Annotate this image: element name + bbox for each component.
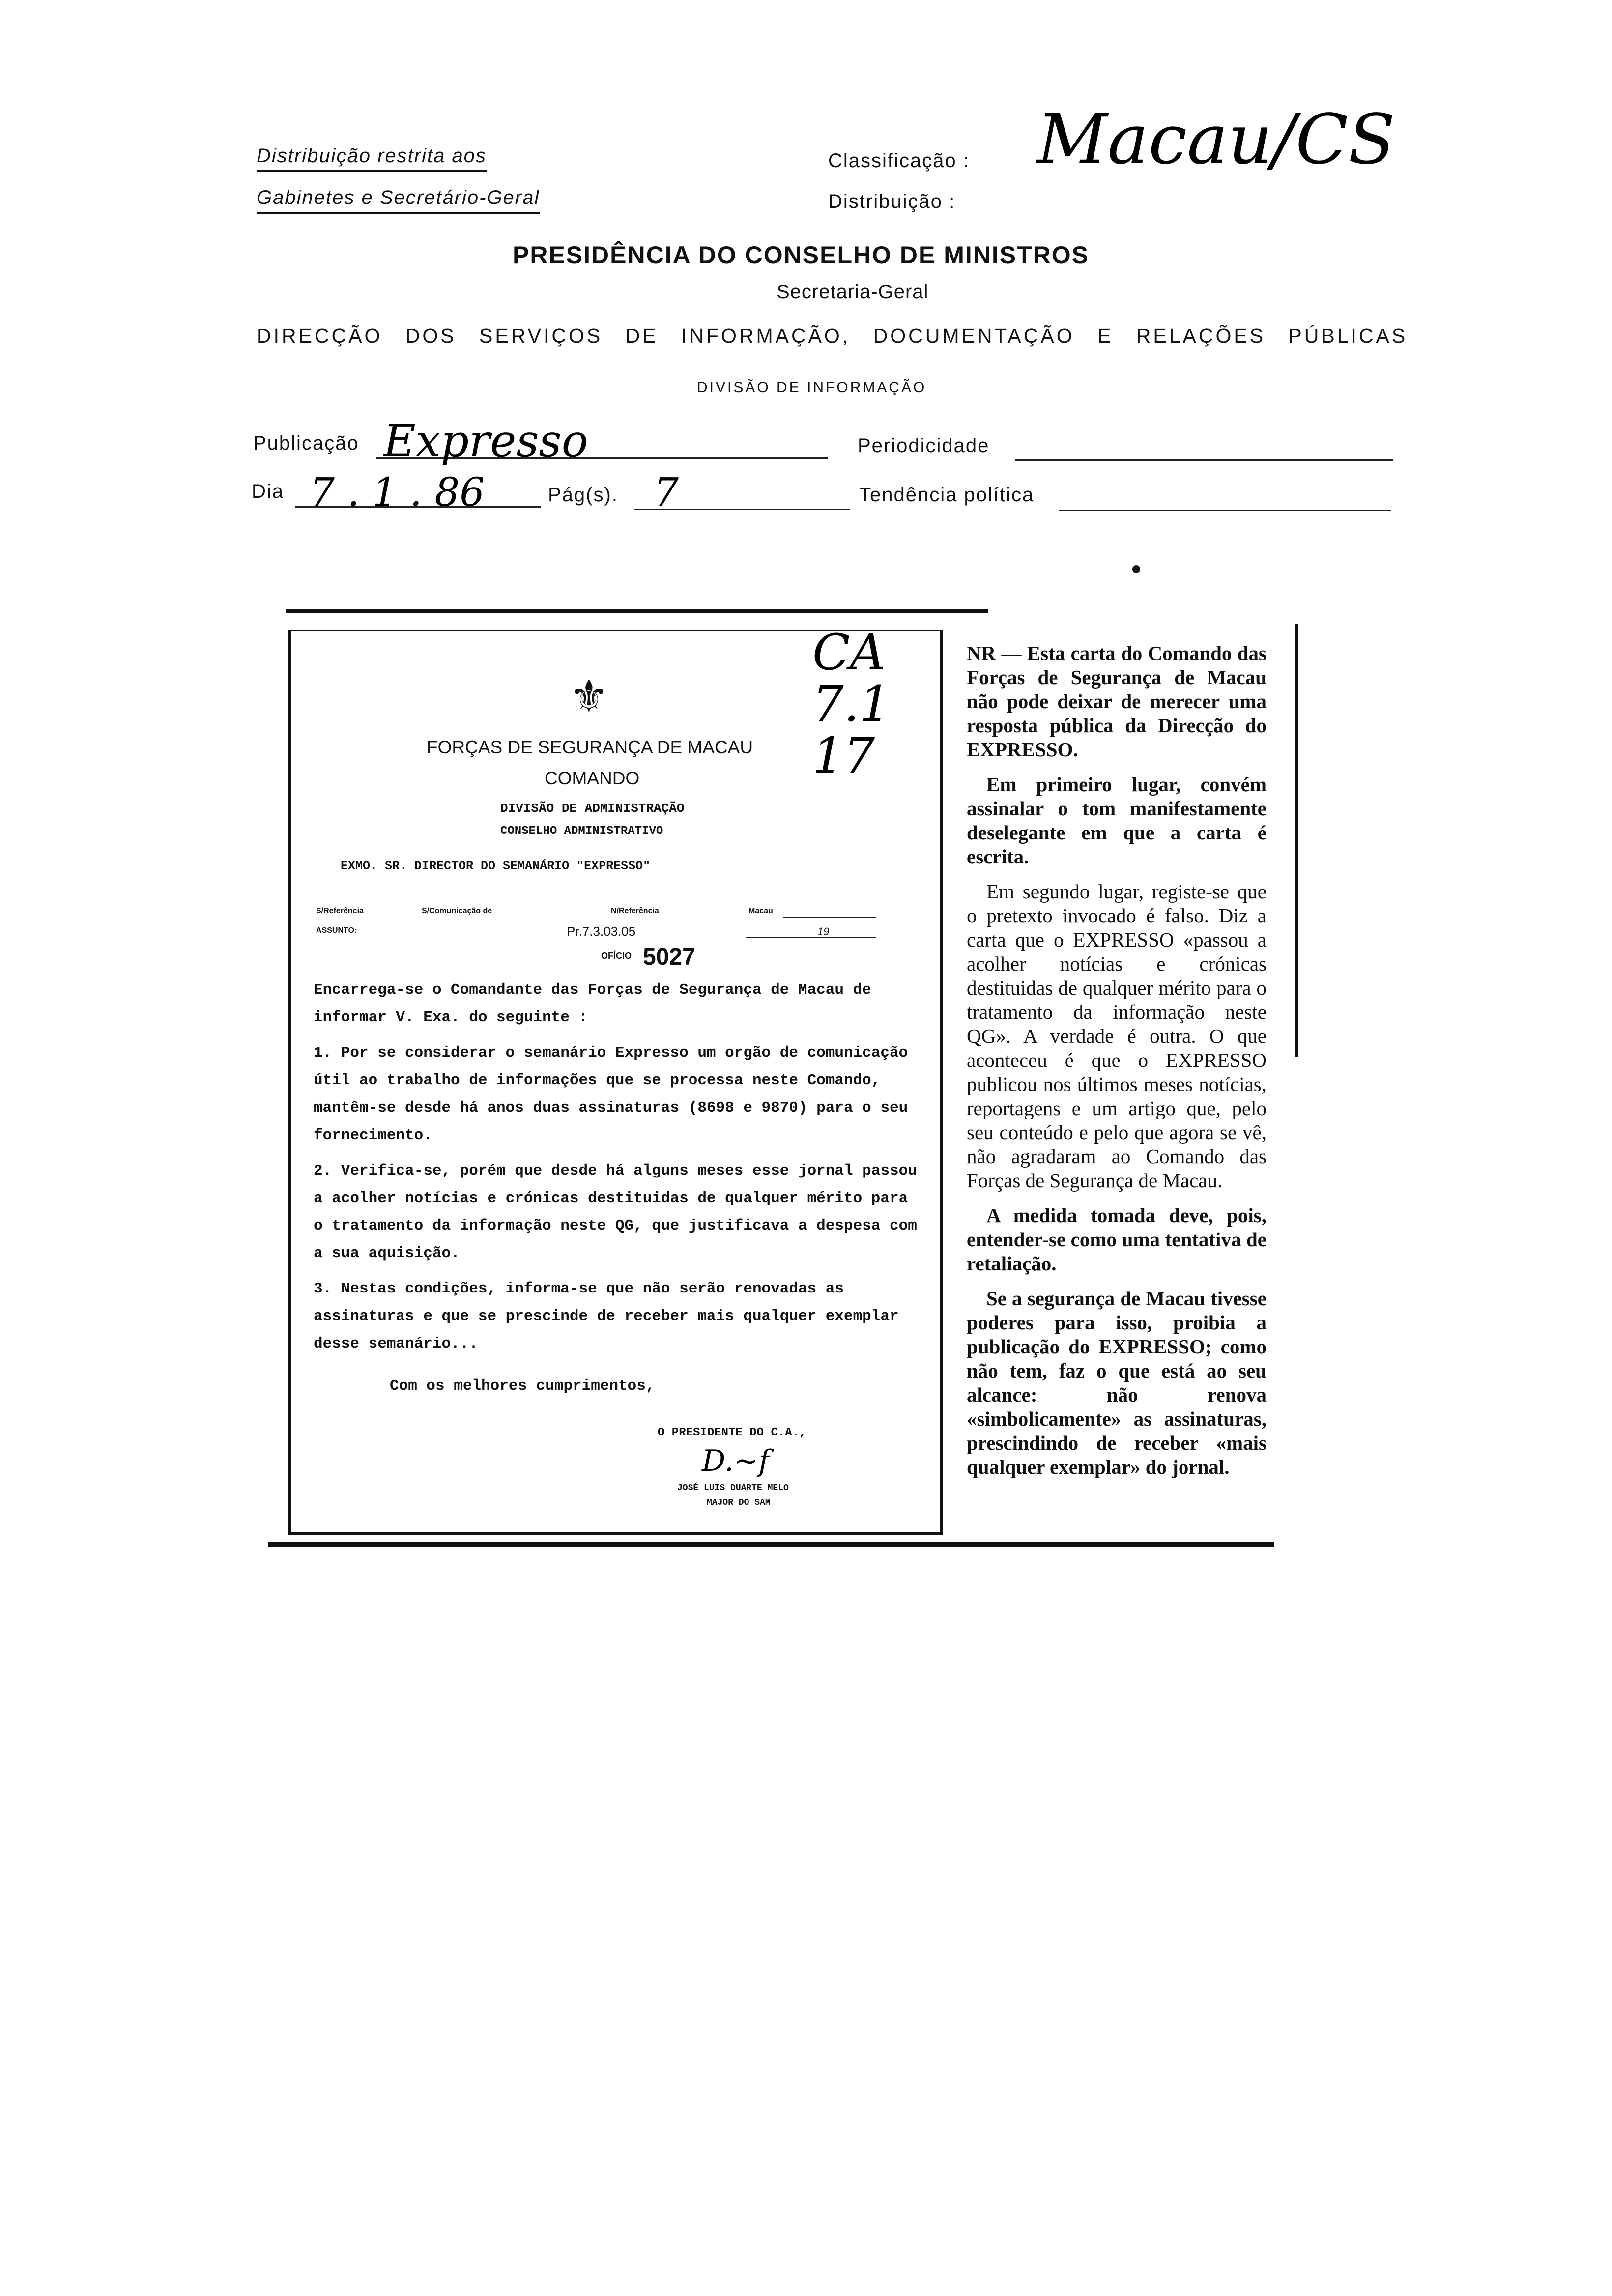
letter-paragraph: 1. Por se considerar o semanário Expresso um orgão de comunicação útil ao trabalho de informações que se processa neste Comando, mantêm-se desde há anos duas assinaturas (8698 e 9870) para o seu fornecimento.	[314, 1044, 908, 1144]
coat-of-arms-icon: ⚜	[569, 672, 609, 721]
directorate: DIRECÇÃO DOS SERVIÇOS DE INFORMAÇÃO, DOCUMENTAÇÃO E RELAÇÕES PÚBLICAS	[257, 324, 1408, 347]
note-paragraph: NR — Esta carta do Comando das Forças de Segurança de Macau não pode deixar de merecer uma resposta pública da Direcção do EXPRESSO.	[967, 642, 1267, 761]
publicacao-value: Expresso	[383, 415, 588, 467]
distribution-line-2: Gabinetes e Secretário-Geral	[257, 187, 540, 214]
clipping-bottom-rule	[268, 1542, 1274, 1547]
note-paragraph: A medida tomada deve, pois, entender-se como uma tentativa de retaliação.	[967, 1204, 1267, 1275]
publicacao-label: Publicação	[253, 432, 359, 454]
dia-value: 7 . 1 . 86	[310, 469, 485, 515]
classificacao-label: Classificação :	[828, 150, 970, 172]
signature-block	[658, 1425, 921, 1510]
letter-org: FORÇAS DE SEGURANÇA DE MACAU	[427, 737, 753, 757]
letter-closing: Com os melhores cumprimentos,	[390, 1378, 655, 1395]
ref-label: S/Comunicação de	[422, 907, 492, 915]
letter-paragraph: 3. Nestas condições, informa-se que não serão renovadas as assinaturas e que se prescinde de receber mais qualquer exemplar desse semanário...	[314, 1280, 899, 1352]
note-paragraph: Se a segurança de Macau tivesse poderes para isso, proibia a publicação do EXPRESSO; como não tem, faz o que está ao seu alcance: não renova «simbolicamente» as assinaturas, prescindindo de receber «mais qualquer exemplar» do jornal.	[967, 1287, 1267, 1478]
handwritten-note: CA 7.1 17	[812, 624, 891, 784]
page-title: PRESIDÊNCIA DO CONSELHO DE MINISTROS	[513, 241, 1090, 269]
letter-command: COMANDO	[545, 768, 640, 788]
number-prefix: OFÍCIO	[601, 951, 632, 961]
letter-number: 5027	[643, 944, 695, 970]
subtitle: Secretaria-Geral	[777, 281, 929, 303]
letter-paragraph: 2. Verifica-se, porém que desde há alguns meses esse jornal passou a acolher notícias e crónicas destituidas de qualquer mérito para o tratamento da informação neste QG, que justificava a despesa com a sua aquisição.	[314, 1162, 917, 1262]
distribution-line-1: Distribuição restrita aos	[257, 145, 487, 172]
periodicidade-label: Periodicidade	[858, 435, 990, 457]
editor-note	[967, 641, 1267, 1490]
ref-label: N/Referência	[611, 907, 659, 915]
pags-value: 7	[654, 469, 679, 515]
letter-image	[288, 624, 943, 1535]
signatory-rank: MAJOR DO SAM	[707, 1498, 771, 1508]
letter-reference: Pr.7.3.03.05	[567, 924, 636, 939]
division: DIVISÃO DE INFORMAÇÃO	[697, 379, 927, 396]
ref-label: Macau	[748, 907, 773, 915]
clipping-top-rule	[286, 609, 988, 613]
assunto-label: ASSUNTO:	[316, 926, 357, 935]
note-paragraph: Em primeiro lugar, convém assinalar o tom manifestamente deselegante em que a carta é escrita.	[967, 773, 1267, 868]
pags-label: Pág(s).	[548, 484, 618, 506]
letter-year: 19	[817, 925, 830, 938]
dot-mark	[1132, 565, 1140, 573]
note-paragraph: Em segundo lugar, registe-se que o pretexto invocado é falso. Diz a carta que o EXPRESSO «passou a acolher notícias e crónicas destituidas de qualquer mérito para o tratamento da informação neste QG». A verdade é outra. O que aconteceu é que o EXPRESSO publicou nos últimos meses notícias, reportagens e um artigo que, pelo seu conteúdo e pelo que agora se vê, não agradaram ao Comando das Forças de Segurança de Macau.	[967, 880, 1267, 1192]
signature: D.~f	[702, 1444, 770, 1478]
signatory-name: JOSÉ LUIS DUARTE MELO	[677, 1483, 789, 1493]
letter-intro: Encarrega-se o Comandante das Forças de Segurança de Macau de informar V. Exa. do seguinte :	[314, 981, 871, 1026]
dia-label: Dia	[252, 481, 285, 502]
clipping-side-rule	[1295, 624, 1298, 1057]
letter-council: CONSELHO ADMINISTRATIVO	[500, 825, 663, 838]
tendencia-label: Tendência política	[859, 484, 1035, 506]
letter-division: DIVISÃO DE ADMINISTRAÇÃO	[500, 801, 685, 816]
handwritten-classification: Macau/CS	[1037, 100, 1396, 180]
letter-addressee: EXMO. SR. DIRECTOR DO SEMANÁRIO "EXPRESSO"	[341, 859, 651, 873]
letter-body	[314, 976, 921, 1510]
ref-label: S/Referência	[316, 907, 364, 915]
signatory-title: O PRESIDENTE DO C.A.,	[658, 1426, 806, 1439]
distribuicao-label: Distribuição :	[828, 191, 956, 212]
